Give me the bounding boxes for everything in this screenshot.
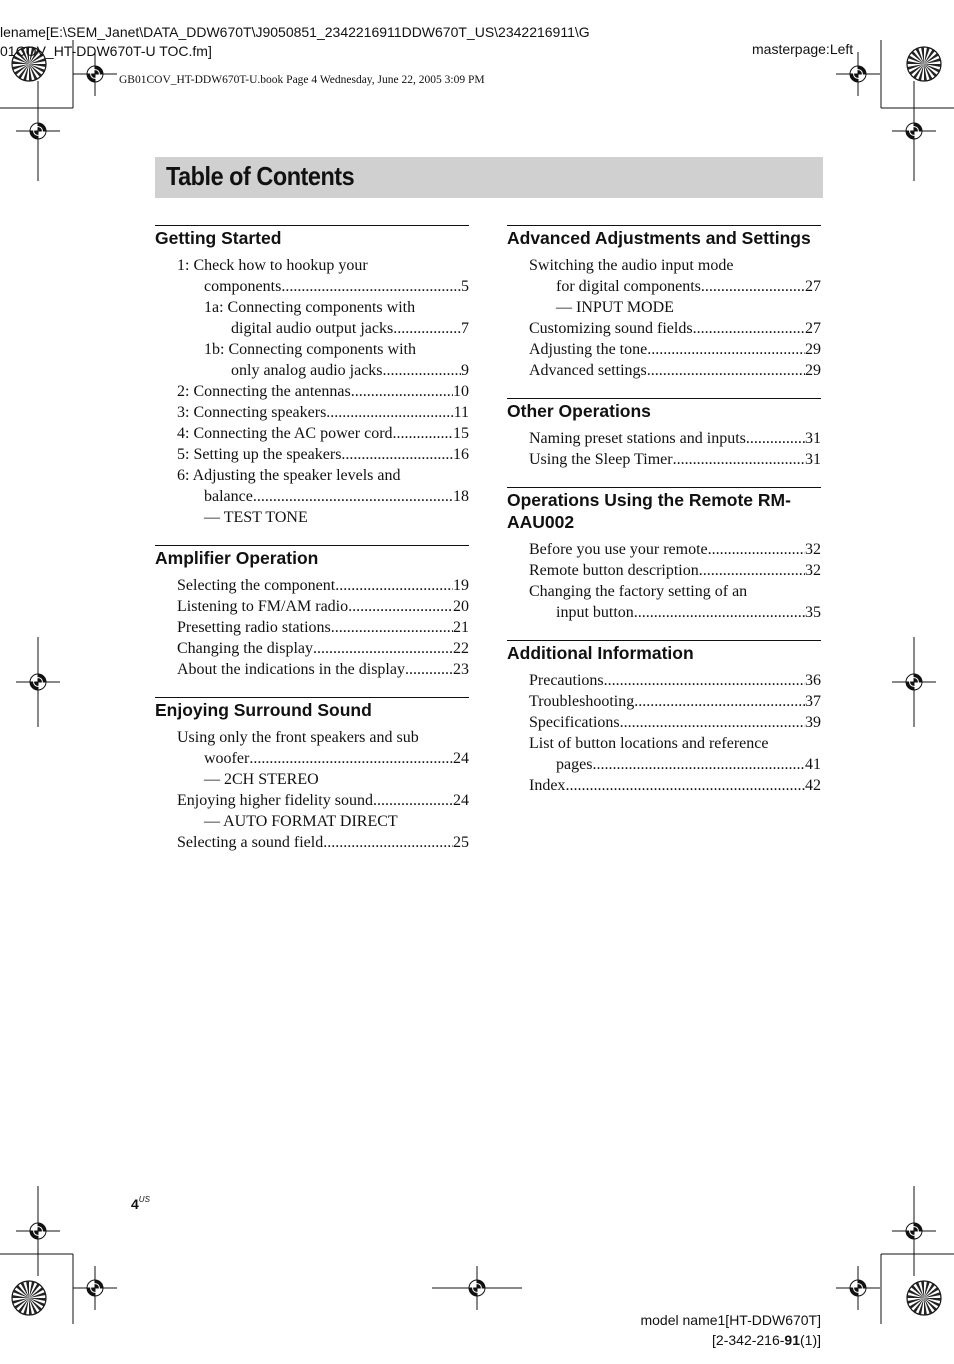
entry-line-with-page: [155, 790, 469, 811]
entry-text: Listening to FM/AM radio: [177, 598, 349, 615]
toc-entry[interactable]: [155, 423, 469, 444]
page-ref: 25: [453, 834, 469, 851]
toc-entry[interactable]: [507, 775, 821, 796]
entry-line-with-page: [507, 560, 821, 581]
entry-line-with-page: [507, 276, 821, 297]
filename-line-1: lename[E:\SEM_Janet\DATA_DDW670T\J9050851_2342216911DDW670T_US\2342216911\G: [0, 24, 590, 40]
footer-model-name: model name1[HT-DDW670T]: [640, 1312, 821, 1328]
entry-line-with-page: [507, 775, 821, 796]
entry-text: input button: [556, 604, 634, 621]
footer-model: [640, 1310, 821, 1350]
entry-line: [507, 581, 821, 602]
dot-leader: [634, 602, 805, 623]
page-ref: 7: [461, 320, 469, 337]
toc-entry[interactable]: [507, 318, 821, 339]
toc-entry[interactable]: [155, 638, 469, 659]
entry-line-with-page: [155, 638, 469, 659]
toc-entry[interactable]: [507, 560, 821, 581]
entry-text: Advanced settings: [529, 362, 647, 379]
page-ref: 37: [805, 693, 821, 710]
section-title: Enjoying Surround Sound: [155, 700, 372, 720]
page-ref: 9: [461, 362, 469, 379]
entry-line-with-page: [155, 596, 469, 617]
toc-entry[interactable]: [155, 255, 469, 297]
toc-entry[interactable]: [507, 255, 821, 318]
entry-text: Index: [529, 777, 566, 794]
entry-line-with-page: [507, 754, 821, 775]
page-ref: 32: [805, 541, 821, 558]
entry-line-with-page: [507, 670, 821, 691]
section-title: Other Operations: [507, 401, 651, 421]
entry-text: only analog audio jacks: [231, 362, 383, 379]
dot-leader: [253, 486, 453, 507]
dot-leader: [331, 617, 453, 638]
entry-line-with-page: [155, 423, 469, 444]
page-ref: 11: [453, 404, 469, 421]
section-title: Operations Using the Remote RM-AAU002: [507, 490, 791, 532]
entry-line-with-page: [155, 381, 469, 402]
dot-leader: [393, 318, 461, 339]
dot-leader: [281, 276, 461, 297]
dot-leader: [634, 691, 805, 712]
dot-leader: [249, 748, 453, 769]
page-number-value: 4: [131, 1196, 139, 1212]
page-ref: 39: [805, 714, 821, 731]
page-ref: 18: [453, 488, 469, 505]
entry-text: 5: Setting up the speakers: [177, 446, 342, 463]
entry-text: Using the Sleep Timer: [529, 451, 673, 468]
toc-entry[interactable]: [507, 670, 821, 691]
entry-line-with-page: [507, 339, 821, 360]
dot-leader: [393, 423, 453, 444]
toc-entry[interactable]: [155, 297, 469, 339]
entry-line: [507, 255, 821, 276]
toc-entry[interactable]: [155, 790, 469, 832]
toc-entry[interactable]: [155, 575, 469, 596]
toc-entry[interactable]: [507, 449, 821, 470]
entry-subtitle: — 2CH STEREO: [204, 771, 319, 788]
entry-text: pages: [556, 756, 593, 773]
toc-entry[interactable]: [507, 691, 821, 712]
entry-text: Using only the front speakers and sub: [177, 729, 419, 746]
section-title: Additional Information: [507, 643, 694, 663]
dot-leader: [592, 754, 805, 775]
entry-text: Changing the factory setting of an: [529, 583, 748, 600]
toc-left-column: [155, 225, 469, 870]
toc-entry[interactable]: [155, 617, 469, 638]
page-number: [131, 1196, 150, 1212]
entry-text: 1a: Connecting components with: [204, 299, 416, 316]
page-ref: 32: [805, 562, 821, 579]
toc-section: [507, 640, 821, 796]
page-ref: 29: [805, 362, 821, 379]
entry-text: Enjoying higher fidelity sound: [177, 792, 373, 809]
entry-line-with-page: [507, 360, 821, 381]
entry-line-with-page: [155, 360, 469, 381]
entry-text: 1: Check how to hookup your: [177, 257, 368, 274]
entry-text: Naming preset stations and inputs: [529, 430, 746, 447]
dot-leader: [341, 444, 453, 465]
toc-entry[interactable]: [155, 444, 469, 465]
entry-line-with-page: [507, 539, 821, 560]
entry-text: woofer: [204, 750, 250, 767]
section-title: Advanced Adjustments and Settings: [507, 228, 811, 248]
toc-entry[interactable]: [155, 727, 469, 790]
entry-line: [155, 297, 469, 318]
toc-right-column: [507, 225, 821, 813]
entry-text: Selecting the component: [177, 577, 336, 594]
entry-text: List of button locations and reference: [529, 735, 769, 752]
entry-line: [155, 339, 469, 360]
dot-leader: [604, 670, 805, 691]
dot-leader: [323, 832, 453, 853]
toc-entry[interactable]: [155, 832, 469, 853]
page-ref: 19: [453, 577, 469, 594]
dot-leader: [373, 790, 453, 811]
page-ref: 29: [805, 341, 821, 358]
entry-line-with-page: [507, 449, 821, 470]
page-ref: 27: [805, 278, 821, 295]
entry-text: 6: Adjusting the speaker levels and: [177, 467, 401, 484]
page-ref: 21: [453, 619, 469, 636]
entry-subtitle: — TEST TONE: [204, 509, 308, 526]
dot-leader: [383, 360, 461, 381]
entry-line-with-page: [507, 691, 821, 712]
entry-line-with-page: [507, 428, 821, 449]
dot-leader: [699, 560, 805, 581]
toc-entry[interactable]: [507, 360, 821, 381]
entry-text: 4: Connecting the AC power cord: [177, 425, 393, 442]
masterpage-label: masterpage:Left: [752, 41, 854, 57]
filename-line-2: 01COV_HT-DDW670T-U TOC.fm]: [0, 43, 212, 59]
entry-text: Before you use your remote: [529, 541, 708, 558]
entry-text: Customizing sound fields: [529, 320, 693, 337]
toc-entry[interactable]: [155, 465, 469, 528]
entry-line-with-page: [507, 712, 821, 733]
page-ref: 36: [805, 672, 821, 689]
entry-line: [507, 733, 821, 754]
entry-text: digital audio output jacks: [231, 320, 394, 337]
toc-section: [155, 697, 469, 853]
entry-text: Selecting a sound field: [177, 834, 324, 851]
entry-line-with-page: [155, 659, 469, 680]
page-ref: 10: [453, 383, 469, 400]
entry-text: About the indications in the display: [177, 661, 405, 678]
entry-line: [155, 465, 469, 486]
entry-text: for digital components: [556, 278, 701, 295]
toc-entry[interactable]: [507, 712, 821, 733]
entry-line-with-page: [155, 486, 469, 507]
dot-leader: [351, 381, 453, 402]
footer-part-number: [2-342-216-91(1)]: [712, 1332, 821, 1348]
toc-entry[interactable]: [507, 539, 821, 560]
entry-line-with-page: [155, 444, 469, 465]
entry-text: Presetting radio stations: [177, 619, 331, 636]
entry-text: Specifications: [529, 714, 620, 731]
dot-leader: [335, 575, 453, 596]
toc-section: [155, 225, 469, 528]
entry-text: Changing the display: [177, 640, 313, 657]
toc-section: [507, 487, 821, 623]
entry-line: [155, 727, 469, 748]
page-ref: 20: [453, 598, 469, 615]
entry-line-with-page: [507, 602, 821, 623]
page-ref: 22: [453, 640, 469, 657]
title-bar: [155, 157, 823, 198]
toc-section: [507, 225, 821, 381]
entry-subtitle: — INPUT MODE: [556, 299, 674, 316]
dot-leader: [647, 360, 805, 381]
entry-line-with-page: [155, 318, 469, 339]
dot-leader: [405, 659, 453, 680]
toc-entry[interactable]: [507, 581, 821, 623]
toc-entry[interactable]: [155, 659, 469, 680]
page-ref: 16: [453, 446, 469, 463]
page-ref: 24: [453, 750, 469, 767]
toc-entry[interactable]: [507, 428, 821, 449]
dot-leader: [746, 428, 805, 449]
toc-entry[interactable]: [507, 733, 821, 775]
dot-leader: [620, 712, 805, 733]
page-number-suffix: US: [138, 1195, 150, 1204]
section-title: Getting Started: [155, 228, 282, 248]
entry-text: Adjusting the tone: [529, 341, 648, 358]
page-ref: 23: [453, 661, 469, 678]
dot-leader: [708, 539, 805, 560]
toc-entry[interactable]: [155, 402, 469, 423]
dot-leader: [647, 339, 805, 360]
entry-line-with-page: [155, 402, 469, 423]
toc-section: [507, 398, 821, 470]
toc-entry[interactable]: [507, 339, 821, 360]
entry-text: Remote button description: [529, 562, 699, 579]
toc-entry[interactable]: [155, 381, 469, 402]
dot-leader: [701, 276, 805, 297]
entry-line-with-page: [155, 748, 469, 769]
page-ref: 31: [805, 430, 821, 447]
entry-subtitle: — AUTO FORMAT DIRECT: [204, 813, 398, 830]
entry-text: 2: Connecting the antennas: [177, 383, 351, 400]
entry-text: Switching the audio input mode: [529, 257, 734, 274]
toc-entry[interactable]: [155, 596, 469, 617]
entry-line: [155, 255, 469, 276]
dot-leader: [313, 638, 453, 659]
dot-leader: [348, 596, 453, 617]
page-ref: 35: [805, 604, 821, 621]
dot-leader: [673, 449, 805, 470]
page-ref: 41: [805, 756, 821, 773]
entry-line-with-page: [155, 832, 469, 853]
entry-text: 3: Connecting speakers: [177, 404, 327, 421]
dot-leader: [693, 318, 805, 339]
dot-leader: [565, 775, 805, 796]
page-title: Table of Contents: [166, 161, 355, 191]
entry-text: Precautions: [529, 672, 604, 689]
page-ref: 31: [805, 451, 821, 468]
section-title: Amplifier Operation: [155, 548, 319, 568]
book-info: GB01COV_HT-DDW670T-U.book Page 4 Wednesday, June 22, 2005 3:09 PM: [119, 74, 485, 86]
toc-section: [155, 545, 469, 680]
page-ref: 5: [461, 278, 469, 295]
page-ref: 42: [805, 777, 821, 794]
entry-line-with-page: [155, 276, 469, 297]
entry-line-with-page: [507, 318, 821, 339]
entry-text: 1b: Connecting components with: [204, 341, 416, 358]
dot-leader: [326, 402, 453, 423]
toc-entry[interactable]: [155, 339, 469, 381]
page-ref: 27: [805, 320, 821, 337]
entry-text: balance: [204, 488, 253, 505]
entry-line-with-page: [155, 617, 469, 638]
entry-line-with-page: [155, 575, 469, 596]
page-ref: 15: [453, 425, 469, 442]
entry-text: Troubleshooting: [529, 693, 635, 710]
page-ref: 24: [453, 792, 469, 809]
entry-text: components: [204, 278, 282, 295]
